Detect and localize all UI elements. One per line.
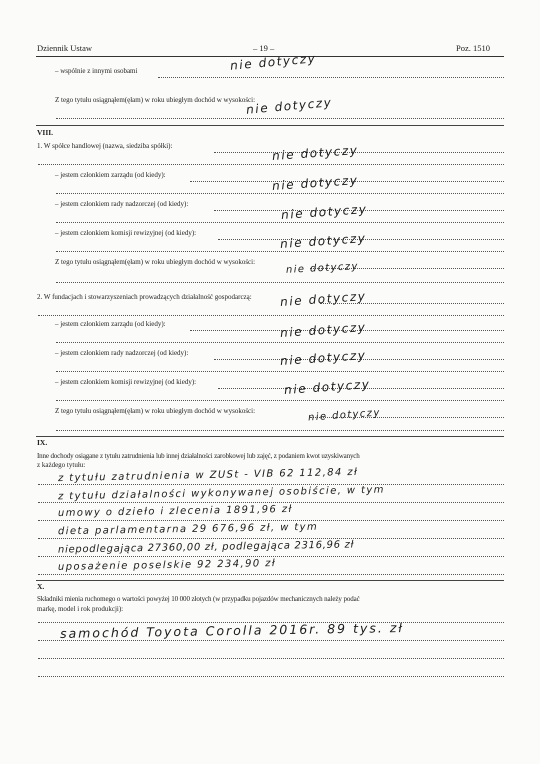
company-audit-label: – jestem członkiem komisji rewizyjnej (od kiedy): [55,229,197,237]
other-income-dotted-line [38,538,504,539]
jointly-answer: nie dotyczy [229,51,317,73]
other-income-dotted-line [38,574,504,575]
foundation-audit-dotted-line-2 [56,400,504,401]
company-audit-dotted-line-2 [56,251,504,252]
other-income-answer-line: uposażenie poselskie 92 234,90 zł [57,558,277,573]
movable-assets-dotted-line [38,658,504,659]
movable-assets-answer: samochód Toyota Corolla 2016r. 89 tys. zł [59,619,405,642]
journal-title: Dziennik Ustaw [37,43,93,53]
other-income-dotted-line [38,556,504,557]
company-supervisory-label: – jestem członkiem rady nadzorczej (od kiedy): [55,200,189,208]
movable-assets-question-cont: markę, model i rok produkcji): [37,605,124,613]
section-x-heading: X. [37,582,45,591]
foundation-audit-answer: nie dotyczy [283,376,371,398]
section-rule [36,580,504,581]
company-board-answer: nie dotyczy [271,172,359,194]
company-dotted-line-2 [38,164,504,165]
company-income-answer: nie dotyczy [285,261,360,276]
foundation-supervisory-answer: nie dotyczy [279,347,367,369]
foundation-audit-label: – jestem członkiem komisji rewizyjnej (od kiedy): [55,378,197,386]
company-answer: nie dotyczy [271,142,359,164]
company-label: 1. W spółce handlowej (nazwa, siedziba spółki): [37,142,173,150]
company-supervisory-dotted-line-2 [56,222,504,223]
foundation-supervisory-dotted-line-2 [56,371,504,372]
foundation-board-answer: nie dotyczy [279,319,367,341]
company-board-dotted-line-2 [56,193,504,194]
company-board-label: – jestem członkiem zarządu (od kiedy): [55,171,166,179]
foundation-board-label: – jestem członkiem zarządu (od kiedy): [55,320,166,328]
section-rule [36,436,504,437]
jointly-income-label: Z tego tytułu osiągnąłem(ęłam) w roku ubiegłym dochód w wysokości: [55,96,256,104]
jointly-income-answer: nie dotyczy [245,95,333,117]
company-audit-answer: nie dotyczy [279,230,367,252]
other-income-question-cont: z każdego tytułu: [37,461,86,469]
foundation-income-answer: nie dotyczy [307,407,382,424]
jointly-label: – wspólnie z innymi osobami [55,67,138,75]
jointly-income-dotted-line [56,118,504,119]
other-income-dotted-line [38,484,504,485]
foundation-label: 2. W fundacjach i stowarzyszeniach prowadzących działalność gospodarczą: [37,293,252,301]
other-income-answer-line: dieta parlamentarna 29 676,96 zł, w tym [57,521,319,538]
company-supervisory-answer: nie dotyczy [280,201,368,223]
jointly-dotted-line [158,77,504,78]
position-number: Poz. 1510 [456,43,490,53]
other-income-dotted-line [38,520,504,521]
foundation-income-label: Z tego tytułu osiągnąłem(ęłam) w roku ubiegłym dochód w wysokości: [55,407,256,415]
company-income-dotted-line-2 [56,282,504,283]
foundation-income-dotted-line-2 [56,430,504,431]
other-income-answer-line: niepodlegająca 27360,00 zł, podlegająca 2316,96 zł [57,539,355,556]
other-income-answer-line: z tytułu zatrudnienia w ZUSt - VIB 62 112,84 zł [57,466,359,485]
foundation-dotted-line-2 [38,315,504,316]
foundation-supervisory-label: – jestem członkiem rady nadzorczej (od kiedy): [55,349,189,357]
foundation-answer: nie dotyczy [279,288,367,310]
other-income-question: Inne dochody osiągane z tytułu zatrudnienia lub innej działalności zarobkowej lub zajęć, z podaniem kwot uzyskiwanych [37,452,360,460]
other-income-answer-line: z tytułu działalności wykonywanej osobiście, w tym [57,484,385,503]
foundation-board-dotted-line-2 [56,342,504,343]
movable-assets-question: Składniki mienia ruchomego o wartości powyżej 10 000 złotych (w przypadku pojazdów mechanicznych należy podać [37,595,360,603]
movable-assets-dotted-line [38,676,504,677]
company-income-label: Z tego tytułu osiągnąłem(ęłam) w roku ubiegłym dochód w wysokości: [55,258,256,266]
company-dotted-line [214,152,504,153]
section-rule [36,125,504,126]
page-number: – 19 – [253,43,275,53]
section-viii-heading: VIII. [37,128,54,137]
other-income-answer-line: umowy o dzieło i zlecenia 1891,96 zł [57,503,293,520]
section-ix-heading: IX. [37,438,48,447]
other-income-dotted-line [38,502,504,503]
